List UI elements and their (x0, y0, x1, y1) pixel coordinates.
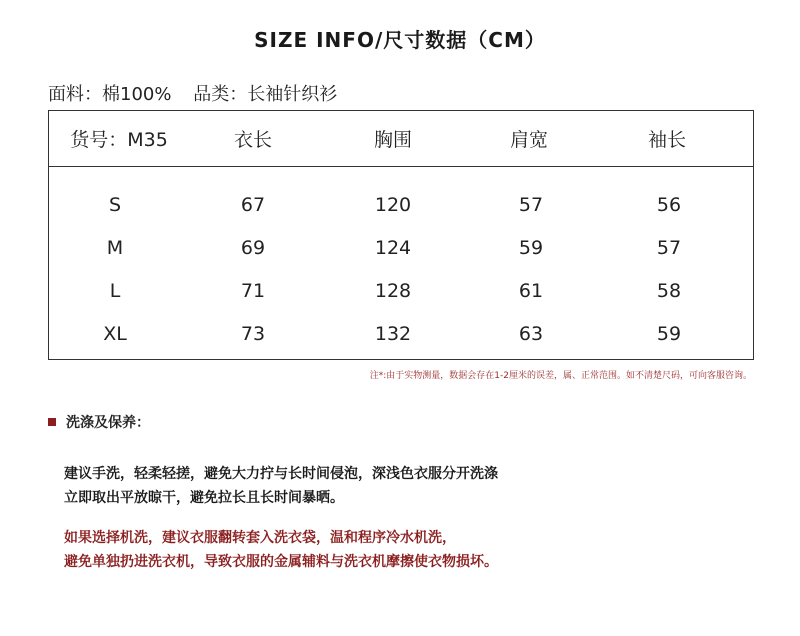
care-section-title (48, 412, 150, 432)
length-cell: 67 (240, 194, 266, 216)
care-line: 建议手洗，轻柔轻搓，避免大力拧与长时间侵泡，深浅色衣服分开洗涤 (64, 466, 498, 482)
shoulder-cell: 57 (518, 194, 544, 216)
size-cell: L (109, 280, 121, 302)
size-cell: XL (103, 323, 127, 345)
size-cell: S (108, 194, 122, 216)
table-row (49, 314, 753, 356)
material-info (48, 80, 353, 106)
care-title-text: 洗涤及保养： (66, 415, 150, 431)
sleeve-cell: 57 (656, 237, 682, 259)
chest-cell: 132 (374, 323, 412, 345)
shoulder-cell: 59 (518, 237, 544, 259)
chest-cell: 124 (374, 237, 412, 259)
size-cell: M (106, 237, 124, 259)
sleeve-cell: 59 (656, 323, 682, 345)
measurement-note: 注*:由于实物测量，数据会存在1-2厘米的误差，属、正常范围。如不清楚尺码，可向客服咨询。 (369, 371, 752, 381)
care-line: 避免单独扔进洗衣机，导致衣服的金属辅料与洗衣机摩擦使衣物损坏。 (64, 554, 498, 570)
header-item-no: 货号：M35 (70, 129, 168, 151)
care-paragraph-hand-wash (64, 462, 498, 510)
size-table (48, 110, 754, 360)
length-cell: 71 (240, 280, 266, 302)
square-icon (48, 418, 56, 426)
header-sleeve: 袖长 (647, 129, 687, 151)
fabric-label: 面料：棉100% (48, 84, 172, 105)
header-length: 衣长 (233, 129, 273, 151)
sleeve-cell: 58 (656, 280, 682, 302)
length-cell: 73 (240, 323, 266, 345)
shoulder-cell: 61 (518, 280, 544, 302)
table-row (49, 185, 753, 227)
table-row (49, 228, 753, 270)
sleeve-cell: 56 (656, 194, 682, 216)
care-line: 立即取出平放晾干，避免拉长且长时间暴晒。 (64, 490, 344, 506)
shoulder-cell: 63 (518, 323, 544, 345)
care-paragraph-machine-wash (64, 526, 498, 574)
category-label: 品类：长袖针织衫 (193, 84, 338, 105)
length-cell: 69 (240, 237, 266, 259)
table-row (49, 271, 753, 313)
care-line: 如果选择机洗，建议衣服翻转套入洗衣袋，温和程序冷水机洗， (64, 530, 456, 546)
page-title: SIZE INFO/尺寸数据（CM） (254, 28, 546, 52)
header-shoulder: 肩宽 (509, 129, 549, 151)
table-header (49, 111, 753, 167)
header-chest: 胸围 (373, 129, 413, 151)
chest-cell: 128 (374, 280, 412, 302)
chest-cell: 120 (374, 194, 412, 216)
